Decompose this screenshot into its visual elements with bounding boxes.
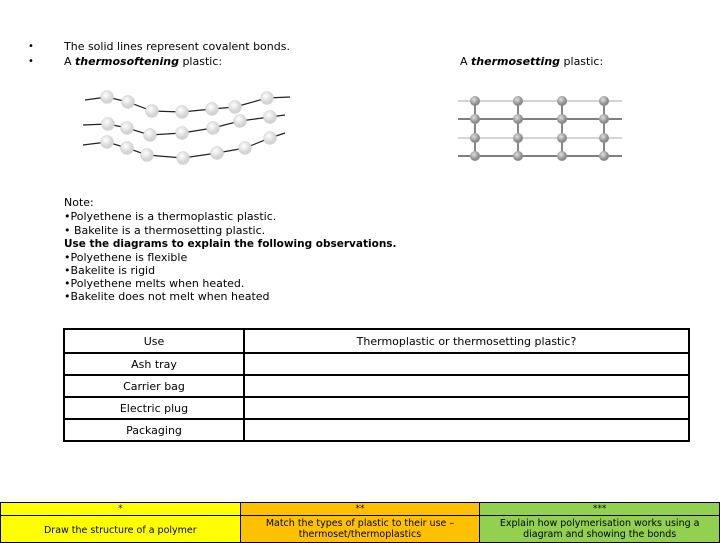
task-text: Match the types of plastic to their use – thermoset/thermoplastics: [240, 516, 480, 543]
instruction: Use the diagrams to explain the following observations.: [64, 238, 397, 250]
uses-table: [63, 328, 690, 442]
atom: [513, 133, 523, 143]
header-type: Thermoplastic or thermosetting plastic?: [244, 329, 689, 353]
atom: [470, 114, 480, 124]
atom: [513, 151, 523, 161]
monomer-atom: [101, 91, 114, 104]
bullet-marker: •: [28, 56, 34, 67]
monomer-atom: [144, 129, 157, 142]
monomer-atom: [121, 122, 134, 135]
atom: [599, 151, 609, 161]
answer-cell[interactable]: [244, 419, 689, 441]
note-line: • Bakelite is a thermosetting plastic.: [64, 224, 266, 237]
monomer-atom: [239, 142, 252, 155]
atom: [557, 96, 567, 106]
observation: •Polyethene melts when heated.: [64, 277, 245, 290]
atom: [513, 114, 523, 124]
answer-cell[interactable]: [244, 375, 689, 397]
header-use: Use: [64, 329, 244, 353]
monomer-atom: [102, 118, 115, 131]
bullet-marker: •: [28, 41, 34, 52]
monomer-atom: [121, 142, 134, 155]
atom: [599, 133, 609, 143]
atom: [470, 133, 480, 143]
use-cell: Packaging: [64, 419, 244, 441]
atom: [599, 114, 609, 124]
thermosetting-diagram: [458, 96, 622, 161]
monomer-atom: [211, 147, 224, 160]
polymer-diagrams: [0, 0, 720, 200]
monomer-atom: [176, 106, 189, 119]
answer-cell[interactable]: [244, 397, 689, 419]
monomer-atom: [176, 127, 189, 140]
monomer-atom: [264, 111, 277, 124]
monomer-atom: [177, 152, 190, 165]
task-stars: *: [1, 503, 241, 516]
intro-line-1: The solid lines represent covalent bonds.: [64, 40, 290, 53]
note-line: •Polyethene is a thermoplastic plastic.: [64, 210, 277, 223]
monomer-atom: [261, 92, 274, 105]
use-cell: Electric plug: [64, 397, 244, 419]
atom: [513, 96, 523, 106]
monomer-atom: [122, 96, 135, 109]
tasks-table: [0, 502, 720, 543]
note-title: Note:: [64, 196, 94, 209]
atom: [557, 151, 567, 161]
use-cell: Carrier bag: [64, 375, 244, 397]
monomer-atom: [234, 115, 247, 128]
atom: [557, 133, 567, 143]
atom: [470, 96, 480, 106]
thermosoftening-diagram: [83, 91, 290, 165]
atom: [557, 114, 567, 124]
thermosetting-label: A thermosetting plastic:: [460, 55, 604, 68]
answer-cell[interactable]: [244, 353, 689, 375]
monomer-atom: [101, 136, 114, 149]
atom: [599, 96, 609, 106]
monomer-atom: [229, 101, 242, 114]
task-stars: ***: [480, 503, 720, 516]
atom: [470, 151, 480, 161]
monomer-atom: [146, 105, 159, 118]
task-stars: **: [240, 503, 480, 516]
use-cell: Ash tray: [64, 353, 244, 375]
observation: •Bakelite does not melt when heated: [64, 290, 270, 303]
task-text: Explain how polymerisation works using a diagram and showing the bonds: [480, 516, 720, 543]
monomer-atom: [207, 122, 220, 135]
thermosoftening-label: A thermosoftening plastic:: [64, 55, 223, 68]
task-text: Draw the structure of a polymer: [1, 516, 241, 543]
observation: •Bakelite is rigid: [64, 264, 156, 277]
monomer-atom: [141, 149, 154, 162]
observation: •Polyethene is flexible: [64, 251, 188, 264]
monomer-atom: [264, 132, 277, 145]
monomer-atom: [206, 103, 219, 116]
